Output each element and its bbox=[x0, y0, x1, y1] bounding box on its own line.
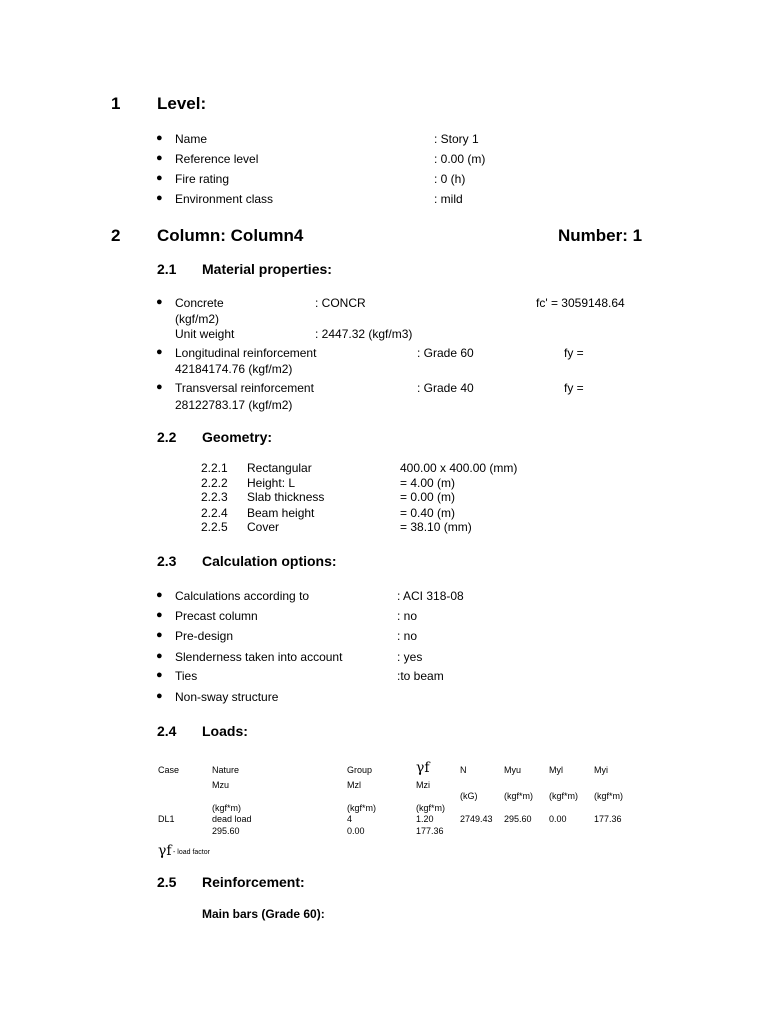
fire-rating-value: : 0 (h) bbox=[434, 172, 466, 186]
loads-cell-n: 2749.43 bbox=[460, 814, 493, 824]
section-2-3-number: 2.3 bbox=[157, 553, 177, 569]
geometry-item-label: Rectangular bbox=[247, 461, 312, 475]
geometry-item-value: = 38.10 (mm) bbox=[400, 520, 472, 534]
geometry-item-value: = 4.00 (m) bbox=[400, 476, 456, 490]
geometry-item-value: = 0.40 (m) bbox=[400, 506, 456, 520]
section-2-4-title: Loads: bbox=[202, 723, 248, 739]
loads-unit-myu: (kgf*m) bbox=[504, 791, 533, 801]
calc-option-value: : ACI 318-08 bbox=[397, 589, 464, 603]
loads-cell-myi: 177.36 bbox=[594, 814, 622, 824]
loads-cell-myl: 0.00 bbox=[549, 814, 567, 824]
bullet-icon: ● bbox=[156, 346, 163, 358]
unit-weight-value: : 2447.32 (kgf/m3) bbox=[315, 327, 413, 341]
fc-unit: (kgf/m2) bbox=[175, 312, 220, 326]
loads-header-n: N bbox=[460, 765, 467, 775]
section-2-2-number: 2.2 bbox=[157, 429, 177, 445]
bullet-icon: ● bbox=[156, 589, 163, 601]
loads-unit-mzl: (kgf*m) bbox=[347, 803, 376, 813]
fc-value: fc' = 3059148.64 bbox=[536, 296, 625, 310]
loads-cell-nature: dead load bbox=[212, 814, 252, 824]
geometry-item-label: Height: L bbox=[247, 476, 296, 490]
bullet-icon: ● bbox=[156, 381, 163, 393]
calc-option-label: Precast column bbox=[175, 609, 258, 623]
calc-option-label: Slenderness taken into account bbox=[175, 650, 343, 664]
section-2-4-number: 2.4 bbox=[157, 723, 177, 739]
bullet-icon: ● bbox=[156, 192, 163, 204]
calc-option-label: Pre-design bbox=[175, 629, 234, 643]
loads-unit-mzu: (kgf*m) bbox=[212, 803, 241, 813]
fire-rating-label: Fire rating bbox=[175, 172, 230, 186]
section-2-1-title: Material properties: bbox=[202, 261, 332, 277]
bullet-icon: ● bbox=[156, 132, 163, 144]
section-2-number: 2 bbox=[111, 226, 121, 245]
transversal-reinforcement-value: : Grade 40 bbox=[417, 381, 474, 395]
section-2-5-number: 2.5 bbox=[157, 874, 177, 890]
loads-cell-mzl: 0.00 bbox=[347, 826, 365, 836]
section-1-title: Level: bbox=[157, 94, 207, 113]
level-name-value: : Story 1 bbox=[434, 132, 479, 146]
calc-option-value: : yes bbox=[397, 650, 423, 664]
calc-option-value: :to beam bbox=[397, 669, 444, 683]
geometry-item-number: 2.2.2 bbox=[201, 476, 228, 490]
bullet-icon: ● bbox=[156, 172, 163, 184]
loads-header-mzi: Mzi bbox=[416, 780, 430, 790]
fy-transversal-label: fy = bbox=[564, 381, 584, 395]
loads-cell-mzu: 295.60 bbox=[212, 826, 240, 836]
environment-class-value: : mild bbox=[434, 192, 463, 206]
level-name-label: Name bbox=[175, 132, 208, 146]
footnote-load-factor: - load factor bbox=[173, 849, 210, 856]
footnote-gamma-symbol: γf bbox=[158, 843, 172, 859]
column-number: Number: 1 bbox=[558, 226, 643, 245]
loads-header-nature: Nature bbox=[212, 765, 240, 775]
bullet-icon: ● bbox=[156, 650, 163, 662]
loads-unit-myi: (kgf*m) bbox=[594, 791, 623, 801]
geometry-item-number: 2.2.1 bbox=[201, 461, 228, 475]
loads-cell-case: DL1 bbox=[158, 814, 175, 824]
fy-longitudinal-label: fy = bbox=[564, 346, 584, 360]
concrete-value: : CONCR bbox=[315, 296, 366, 310]
loads-cell-mzi: 177.36 bbox=[416, 826, 444, 836]
section-2-5-title: Reinforcement: bbox=[202, 874, 305, 890]
bullet-icon: ● bbox=[156, 629, 163, 641]
calc-option-value: : no bbox=[397, 629, 418, 643]
loads-header-case: Case bbox=[158, 765, 180, 775]
calc-option-value: : no bbox=[397, 609, 418, 623]
section-2-title: Column: Column4 bbox=[157, 226, 304, 245]
loads-header-mzl: Mzl bbox=[347, 780, 361, 790]
loads-unit-n: (kG) bbox=[460, 791, 478, 801]
calc-option-label: Non-sway structure bbox=[175, 690, 279, 704]
loads-header-myl: Myl bbox=[549, 765, 563, 775]
section-2-1-number: 2.1 bbox=[157, 261, 177, 277]
reference-level-label: Reference level bbox=[175, 152, 259, 166]
fy-transversal-value: 28122783.17 (kgf/m2) bbox=[175, 398, 293, 412]
loads-header-mzu: Mzu bbox=[212, 780, 230, 790]
calc-option-label: Ties bbox=[175, 669, 198, 683]
geometry-item-value: = 0.00 (m) bbox=[400, 490, 456, 504]
loads-header-group: Group bbox=[347, 765, 373, 775]
loads-unit-myl: (kgf*m) bbox=[549, 791, 578, 801]
loads-cell-group: 4 bbox=[347, 814, 353, 824]
loads-cell-myu: 295.60 bbox=[504, 814, 532, 824]
bullet-icon: ● bbox=[156, 669, 163, 681]
bullet-icon: ● bbox=[156, 609, 163, 621]
longitudinal-reinforcement-label: Longitudinal reinforcement bbox=[175, 346, 317, 360]
geometry-item-label: Beam height bbox=[247, 506, 315, 520]
bullet-icon: ● bbox=[156, 690, 163, 702]
calc-option-label: Calculations according to bbox=[175, 589, 310, 603]
loads-header-gamma: γf bbox=[416, 760, 430, 776]
geometry-item-value: 400.00 x 400.00 (mm) bbox=[400, 461, 518, 475]
loads-header-myu: Myu bbox=[504, 765, 522, 775]
loads-unit-mzi: (kgf*m) bbox=[416, 803, 445, 813]
environment-class-label: Environment class bbox=[175, 192, 274, 206]
reference-level-value: : 0.00 (m) bbox=[434, 152, 486, 166]
bullet-icon: ● bbox=[156, 152, 163, 164]
bullet-icon: ● bbox=[156, 296, 163, 308]
unit-weight-label: Unit weight bbox=[175, 327, 235, 341]
main-bars-subtitle: Main bars (Grade 60): bbox=[202, 907, 325, 921]
longitudinal-reinforcement-value: : Grade 60 bbox=[417, 346, 474, 360]
section-2-2-title: Geometry: bbox=[202, 429, 273, 445]
section-1-number: 1 bbox=[111, 94, 121, 113]
section-2-3-title: Calculation options: bbox=[202, 553, 337, 569]
geometry-item-label: Cover bbox=[247, 520, 280, 534]
loads-header-myi: Myi bbox=[594, 765, 608, 775]
fy-longitudinal-value: 42184174.76 (kgf/m2) bbox=[175, 362, 293, 376]
transversal-reinforcement-label: Transversal reinforcement bbox=[175, 381, 314, 395]
concrete-label: Concrete bbox=[175, 296, 224, 310]
geometry-item-number: 2.2.3 bbox=[201, 490, 228, 504]
geometry-item-number: 2.2.5 bbox=[201, 520, 228, 534]
geometry-item-label: Slab thickness bbox=[247, 490, 325, 504]
geometry-item-number: 2.2.4 bbox=[201, 506, 228, 520]
loads-cell-gamma: 1.20 bbox=[416, 814, 434, 824]
